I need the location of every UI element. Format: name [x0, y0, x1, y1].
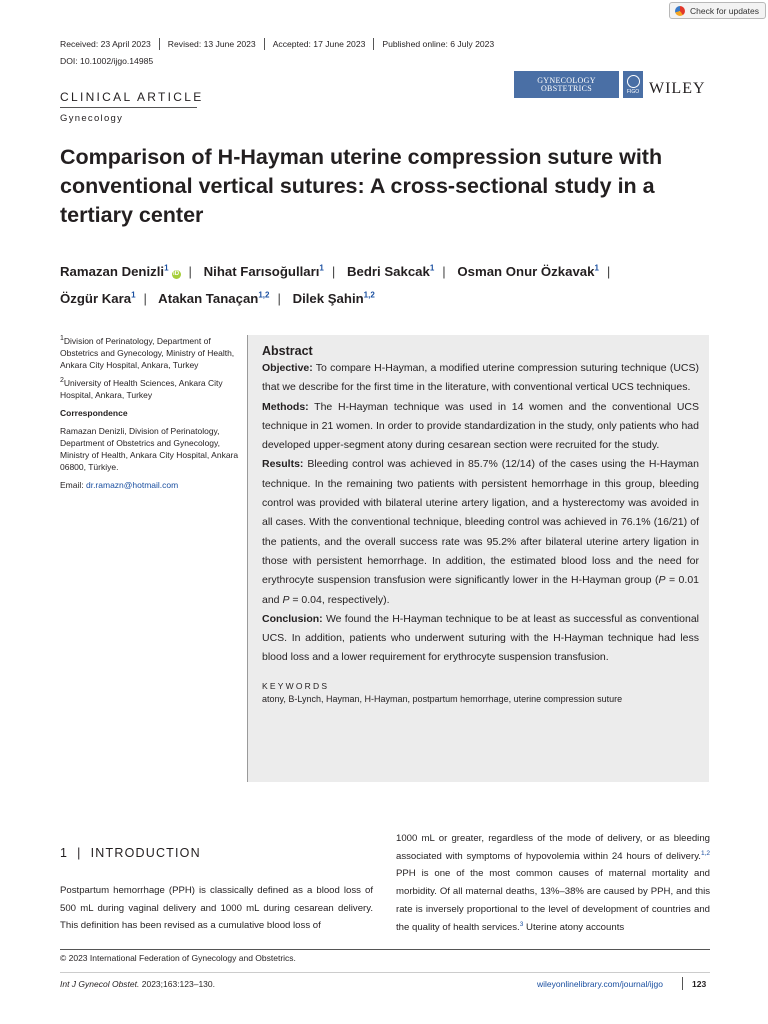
publisher-logo: WILEY [649, 80, 706, 97]
author[interactable]: Osman Onur Özkavak$^1$ [457, 263, 599, 279]
check-for-updates-button[interactable] [669, 2, 766, 19]
affiliation: $^2$University of Health Sciences, Ankara City Hospital, Ankara, Turkey [60, 377, 223, 400]
author[interactable]: Atakan Tanaçan$^{1,2}$ [158, 290, 270, 306]
author[interactable]: Özgür Kara$^1$ [60, 290, 136, 306]
publication-dates [60, 38, 502, 50]
crossmark-icon [675, 6, 685, 16]
figo-emblem-icon [627, 75, 640, 88]
footer-divider [60, 949, 710, 950]
abstract-results: Results: Bleeding control was achieved in 85.7% (12/14) of the cases using the H-Hayman technique. In the remaining two patients with persistent hemorrhage in this group, bleeding control was provided with bilateral uterine artery ligation, and a hysterectomy was avoided in all cases. With the conventional technique, bleeding control was achieved in 76.1% (16/21) of the patients, and the overall success rate was 95.2% after bilateral uterine artery ligation in those with persistent hemorrhage. In addition, the estimated blood loss and the need for erythrocyte suspension transfusion were significantly lower in the H-Hayman group (P = 0.01 and P = 0.04, respectively). [262, 458, 699, 606]
footer-separator [682, 977, 683, 990]
abstract-methods: Methods: The H-Hayman technique was used in 14 women and the conventional UCS technique in 21 women. In order to provide standardization in the study, only patients who had developed upper-segment atony during cesarean section were recruited for the study. [262, 400, 699, 452]
correspondence-label: Correspondence [60, 408, 128, 418]
affiliation: $^1$Division of Perinatology, Department of Obstetrics and Gynecology, Ministry of Health, Ankara City Hospital, Ankara, Turkey [60, 335, 235, 370]
divider [60, 107, 197, 108]
abstract-heading: Abstract [262, 344, 313, 358]
journal-site-link[interactable]: wileyonlinelibrary.com/journal/ijgo [537, 979, 663, 989]
date-accepted: Accepted: 17 June 2023 [264, 38, 374, 50]
journal-logo [514, 71, 619, 98]
paragraph: Postpartum hemorrhage (PPH) is classically defined as a blood loss of 500 mL during vaginal delivery and 1000 mL during cesarean delivery. This definition has been revised as a cumulative blood loss of [60, 885, 373, 932]
copyright: © 2023 International Federation of Gynecology and Obstetrics. [60, 953, 296, 963]
body-column-right [396, 830, 710, 936]
paragraph: 1000 mL or greater, regardless of the mode of delivery, or as bleeding associated with symptoms of hypovolemia within 24 hours of delivery.$^{1,2}$ PPH is one of the most common causes of maternal mortality and morbidity. Of all maternal deaths, 13%–38% are caused by PPH, and this rate is inversely proportional to the level of development of countries and the quality of health services.$^3$ Uterine atony accounts [396, 833, 710, 933]
doi[interactable]: DOI: 10.1002/ijgo.14985 [60, 56, 154, 66]
subject-category: Gynecology [60, 113, 124, 124]
orcid-icon[interactable]: iD [173, 271, 180, 277]
email-link[interactable]: dr.ramazn@hotmail.com [85, 480, 179, 490]
author[interactable]: Ramazan Denizli$^1$iD [60, 263, 180, 279]
figo-logo [623, 71, 643, 98]
affiliations [60, 335, 240, 491]
page-number: 123 [692, 979, 707, 989]
journal-logo-line2: OBSTETRICS [540, 83, 592, 93]
author[interactable]: Dilek Şahin$^{1,2}$ [292, 290, 375, 306]
date-published: Published online: 6 July 2023 [373, 38, 502, 50]
section-heading: 1 | INTRODUCTION [60, 846, 201, 860]
journal-logo-line1: GYNECOLOGY [537, 75, 596, 85]
article-type: CLINICAL ARTICLE [60, 90, 204, 104]
correspondence-email: Email: dr.ramazn@hotmail.com [60, 480, 179, 490]
check-for-updates-label: Check for updates [690, 5, 759, 16]
correspondence-text: Ramazan Denizli, Division of Perinatology, Department of Obstetrics and Gynecology, Ministry of Health, Ankara City Hospital, Ankara 06800, Türkiye. [60, 426, 239, 472]
article-title: Comparison of H-Hayman uterine compression suture with conventional vertical sutures: A cross-sectional study in a tertiary center [60, 145, 663, 227]
journal-citation: Int J Gynecol Obstet. 2023;163:123–130. [60, 979, 216, 989]
author-list: Ramazan Denizli$^1$iD | Nihat Farısoğulları$^1$ | Bedri Sakcak$^1$ | Osman Onur Özkavak$^1$ | Özgür Kara$^1$ | Atakan Tanaçan$^{1,2}$ | Dilek Şahin$^{1,2}$ [60, 263, 611, 306]
abstract-box [247, 335, 709, 782]
abstract-objective: Objective: To compare H-Hayman, a modified uterine compression suturing technique (UCS) that we describe for the first time in the literature, with conventional vertical UCS techniques. [262, 362, 699, 394]
abstract-conclusion: Conclusion: We found the H-Hayman technique to be at least as successful as conventional UCS. In addition, patients who underwent suturing with the H-Hayman technique had less blood loss and a lower requirement for erythrocyte suspension transfusion. [262, 612, 699, 664]
footer-divider [60, 972, 710, 973]
keywords-heading: KEYWORDS [262, 680, 330, 691]
author[interactable]: Nihat Farısoğulları$^1$ [203, 263, 324, 279]
keywords-list: atony, B-Lynch, Hayman, H-Hayman, postpartum hemorrhage, uterine compression suture [262, 693, 623, 704]
date-received: Received: 23 April 2023 [60, 39, 151, 49]
author[interactable]: Bedri Sakcak$^1$ [346, 263, 435, 279]
citation-link[interactable]: 3 [519, 920, 524, 928]
body-column-left [60, 882, 373, 935]
citation-link[interactable]: 1,2 [700, 849, 710, 857]
figo-logo-text: FIGO [626, 88, 640, 95]
date-revised: Revised: 13 June 2023 [159, 38, 264, 50]
